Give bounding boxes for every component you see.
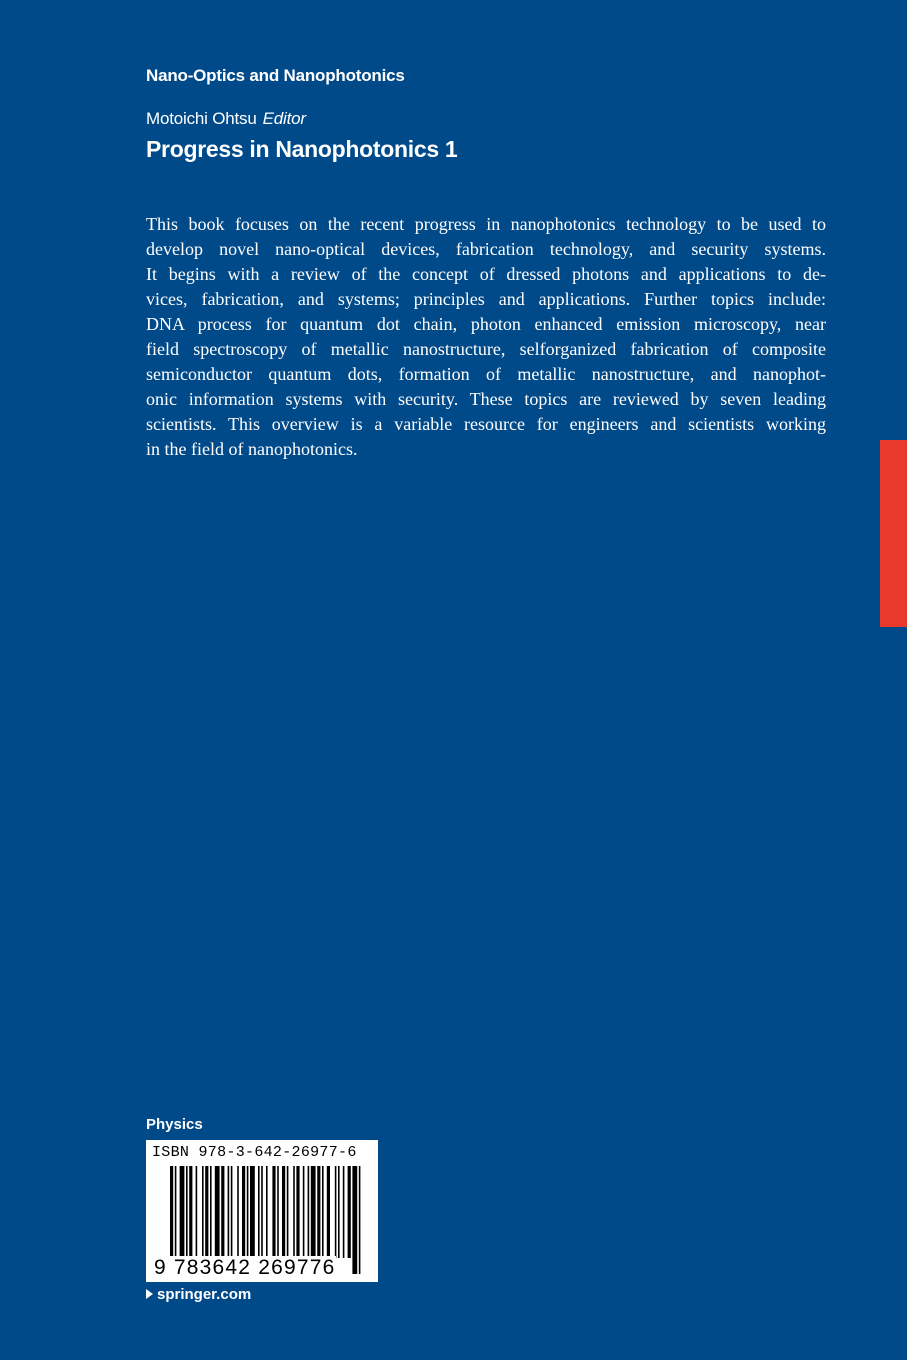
barcode-bar [327,1166,330,1258]
barcode-bar [348,1166,351,1258]
publisher-website[interactable] [146,1286,251,1303]
barcode-bar [343,1166,345,1258]
editor-line [146,109,306,129]
barcode-bar [228,1166,230,1258]
barcode-bar [335,1166,337,1258]
barcode-bar [272,1166,275,1258]
barcode-bar [258,1166,260,1258]
isbn-label: ISBN 978-3-642-26977-6 [152,1144,357,1161]
arrow-right-icon [146,1289,153,1299]
barcode-bar [277,1166,279,1258]
barcode-bar [322,1166,324,1258]
blurb-line: It begins with a review of the concept of dressed photons and applications to de- [146,264,826,284]
barcode-bar [261,1166,263,1258]
book-description [146,212,826,462]
barcode-bar [202,1166,204,1258]
subject-label: Physics [146,1116,203,1133]
barcode-bar [293,1166,295,1258]
barcode-bar [308,1166,310,1258]
barcode-bar [215,1166,220,1258]
blurb-line: onic information systems with security. These topics are reviewed by seven leading [146,389,826,409]
barcode-bar [296,1166,299,1258]
barcode-bar [189,1166,192,1258]
barcode-bar [237,1166,239,1258]
barcode-bar [352,1166,357,1274]
barcode-bar [210,1166,212,1258]
blurb-line: vices, fabrication, and systems; principles and applications. Further topics include: [146,289,826,309]
book-title: Progress in Nanophotonics 1 [146,136,458,162]
blurb-line: scientists. This overview is a variable resource for engineers and scientists working [146,414,826,434]
barcode-bar [250,1166,255,1258]
barcode-bar [303,1166,305,1258]
red-accent-tab [880,440,907,627]
barcode-bar [311,1166,316,1258]
blurb-line: DNA process for quantum dot chain, photon enhanced emission microscopy, near [146,314,826,334]
barcode-bar [282,1166,285,1258]
series-title: Nano-Optics and Nanophotonics [146,66,405,85]
barcode-bar [317,1166,320,1258]
editor-role: Editor [262,109,306,128]
barcode-bar [231,1166,233,1258]
barcode-bar [266,1166,268,1258]
barcode-bar [338,1166,340,1258]
blurb-line: develop novel nano-optical devices, fabrication technology, and security systems. [146,239,826,259]
barcode-bar [205,1166,208,1258]
blurb-line: field spectroscopy of metallic nanostructure, selforganized fabrication of composite [146,339,826,359]
barcode-bar [359,1166,361,1274]
barcode [146,1140,378,1282]
blurb-line: semiconductor quantum dots, formation of metallic nanostructure, and nanophot- [146,364,826,384]
barcode-bar [242,1166,245,1258]
barcode-bar [196,1166,198,1258]
website-label: springer.com [157,1286,252,1303]
barcode-bar [221,1166,224,1258]
barcode-bar [247,1166,249,1258]
barcode-bar [180,1166,185,1258]
blurb-line: in the field of nanophotonics. [146,439,358,459]
editor-name: Motoichi Ohtsu [146,109,257,128]
ean-digits: 9 783642 269776 [154,1256,336,1279]
blurb-line: This book focuses on the recent progress in nanophotonics technology to be used to [146,214,826,234]
barcode-bar [186,1166,188,1258]
